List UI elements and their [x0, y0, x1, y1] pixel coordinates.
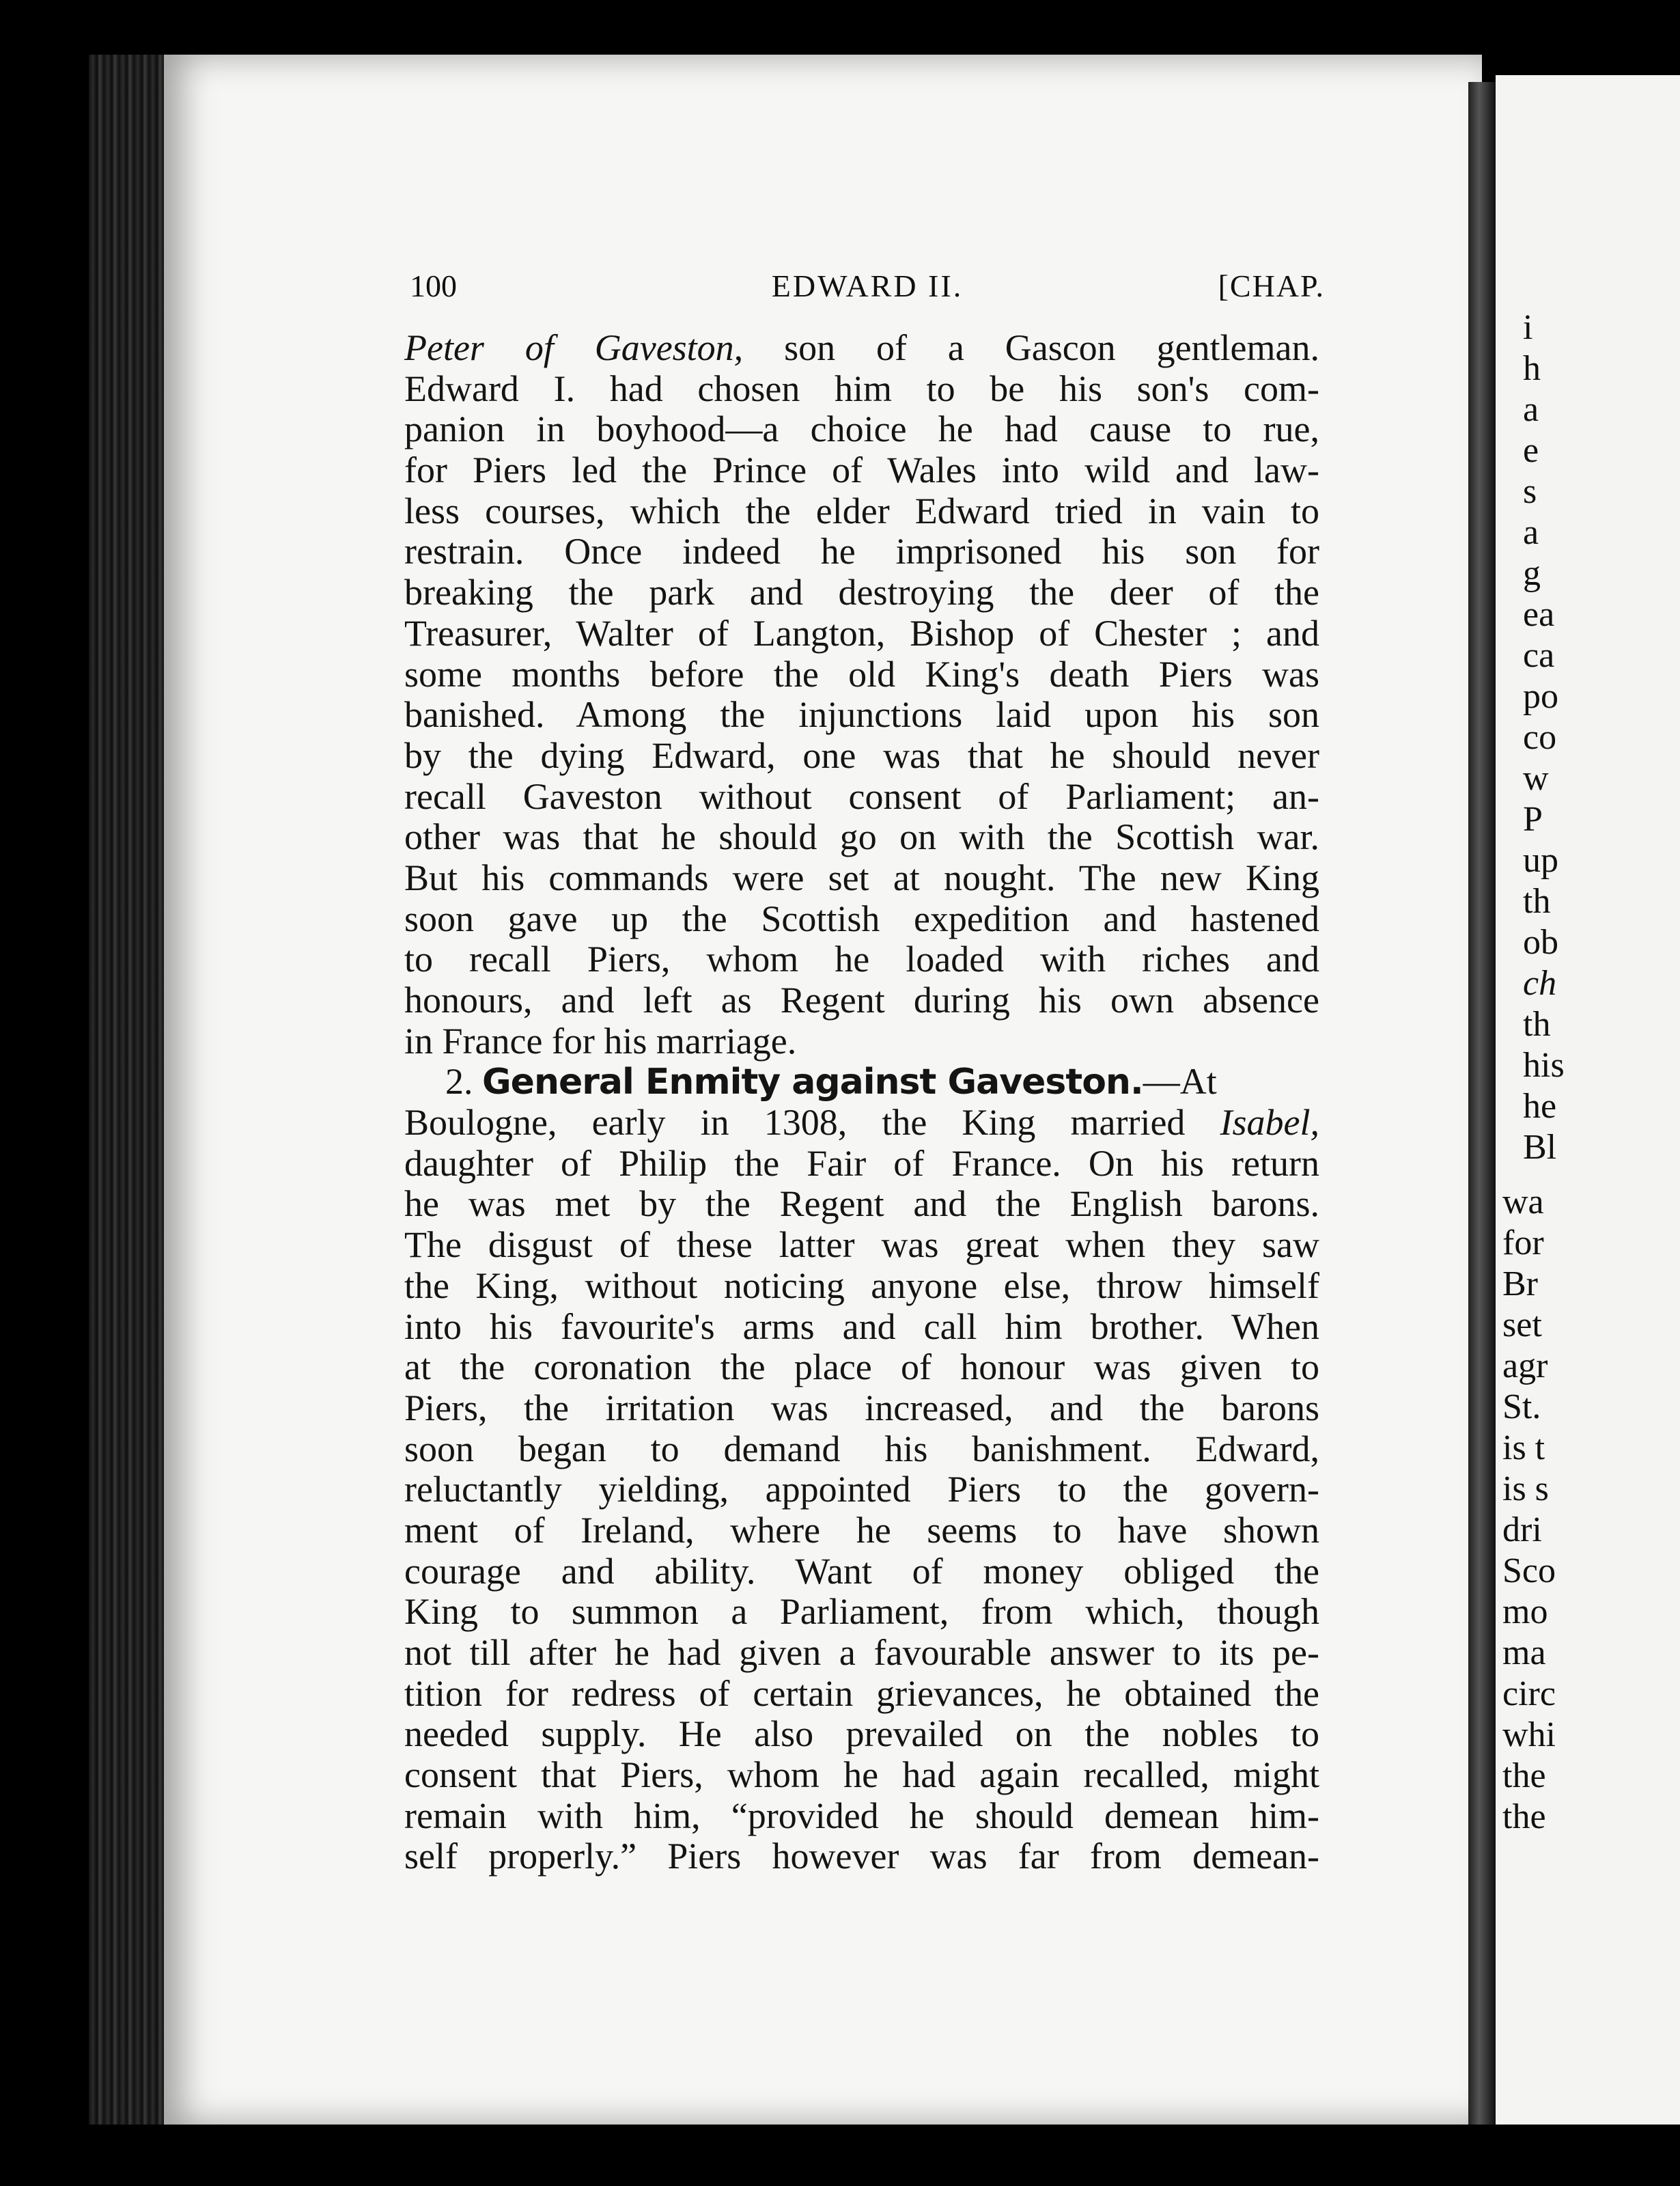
section-lead: —At — [1143, 1061, 1217, 1103]
text-line: panion in boyhood—a choice he had cause to rue, — [404, 409, 1319, 450]
adjacent-page-fragment: Sco — [1502, 1551, 1556, 1590]
text-line: to recall Piers, whom he loaded with riches and — [404, 939, 1319, 980]
adjacent-page-fragment: St. — [1502, 1387, 1541, 1426]
page-gutter — [1468, 82, 1496, 2125]
name-peter-of-gaveston: Peter of Gaveston, — [404, 327, 744, 368]
text-line: in France for his marriage. — [404, 1020, 797, 1062]
adjacent-page-fragment: ob — [1523, 923, 1558, 962]
paragraph-1 — [404, 328, 1319, 1062]
text-line: self properly.” Piers however was far from demean- — [404, 1836, 1319, 1877]
text-line: ment of Ireland, where he seems to have shown — [404, 1509, 1319, 1551]
text-line: soon gave up the Scottish expedition and hastened — [404, 898, 1319, 939]
adjacent-page-fragment: mo — [1502, 1592, 1548, 1631]
text-line: less courses, which the elder Edward tried in vain to — [404, 490, 1319, 531]
adjacent-page-fragment: h — [1523, 349, 1541, 388]
adjacent-page-fragment: g — [1523, 554, 1541, 593]
adjacent-page-fragment: his — [1523, 1046, 1565, 1085]
text-line: Piers, the irritation was increased, and the barons — [404, 1387, 1319, 1428]
text-line: courage and ability. Want of money obliged the — [404, 1550, 1319, 1592]
text-line: Boulogne, early in 1308, the King married Isabel, — [404, 1102, 1319, 1144]
adjacent-page-fragment: the — [1502, 1797, 1546, 1836]
chapter-mark: [CHAP. — [1218, 268, 1325, 303]
adjacent-page-fragment: s — [1523, 472, 1537, 511]
adjacent-page-fragment: th — [1523, 882, 1551, 921]
text-line: consent that Piers, whom he had again recalled, might — [404, 1754, 1319, 1796]
adjacent-page-fragment: ca — [1523, 636, 1555, 675]
text-line: for Piers led the Prince of Wales into wild and law- — [404, 449, 1319, 491]
text-line: King to summon a Parliament, from which, though — [404, 1591, 1319, 1633]
running-title: EDWARD II. — [771, 268, 964, 303]
adjacent-page-edge — [1496, 75, 1680, 2125]
section-title: General Enmity against Gaveston. — [482, 1062, 1143, 1103]
adjacent-page-fragment: set — [1502, 1305, 1542, 1344]
text-line: Edward I. had chosen him to be his son's com- — [404, 368, 1319, 409]
adjacent-page-fragment: i — [1523, 308, 1533, 347]
text-line: The disgust of these latter was great when they saw — [404, 1224, 1319, 1266]
adjacent-page-fragment: agr — [1502, 1346, 1548, 1385]
text-line: tition for redress of certain grievances, he obtained the — [404, 1672, 1319, 1714]
text-line: banished. Among the injunctions laid upon his son — [404, 694, 1319, 736]
text-line: But his commands were set at nought. The new King — [404, 857, 1319, 898]
text-line: at the coronation the place of honour was given to — [404, 1346, 1319, 1388]
adjacent-page-fragment: is s — [1502, 1469, 1549, 1508]
text-line: he was met by the Regent and the English barons. — [404, 1183, 1319, 1225]
adjacent-page-fragment: a — [1523, 390, 1539, 429]
adjacent-page-fragment: is t — [1502, 1428, 1545, 1467]
adjacent-page-fragment: P — [1523, 800, 1543, 839]
adjacent-page-fragment: he — [1523, 1087, 1557, 1126]
adjacent-page-fragment: dri — [1502, 1510, 1542, 1549]
adjacent-page-fragment: ea — [1523, 595, 1555, 634]
section-heading-line — [404, 1062, 1319, 1103]
adjacent-page-fragment: e — [1523, 431, 1539, 470]
body-text — [404, 328, 1319, 1877]
text-line: needed supply. He also prevailed on the nobles to — [404, 1713, 1319, 1755]
adjacent-page-fragment: the — [1502, 1756, 1546, 1795]
section-number: 2. — [445, 1061, 473, 1103]
text-line: some months before the old King's death Piers was — [404, 653, 1319, 695]
text-line: breaking the park and destroying the deer of the — [404, 572, 1319, 613]
adjacent-page-fragment: co — [1523, 718, 1557, 757]
adjacent-page-fragment: up — [1523, 841, 1558, 880]
adjacent-page-fragment: w — [1523, 759, 1549, 798]
adjacent-page-fragment: wa — [1502, 1182, 1544, 1221]
text-line: not till after he had given a favourable answer to its pe- — [404, 1632, 1319, 1673]
text-line: daughter of Philip the Fair of France. On his return — [404, 1142, 1319, 1184]
text-line: honours, and left as Regent during his own absence — [404, 980, 1319, 1021]
adjacent-page-fragment: th — [1523, 1005, 1551, 1044]
adjacent-page-fragment: Br — [1502, 1264, 1538, 1303]
page-number: 100 — [410, 268, 457, 303]
adjacent-page-fragment: circ — [1502, 1674, 1556, 1713]
running-header — [410, 268, 1325, 309]
text-line: Peter of Gaveston, son of a Gascon gentleman. — [404, 327, 1319, 368]
text-line: restrain. Once indeed he imprisoned his son for — [404, 531, 1319, 572]
adjacent-page-fragment: ch — [1523, 964, 1557, 1003]
name-isabel: Isabel, — [1220, 1102, 1319, 1144]
adjacent-page-fragment: whi — [1502, 1715, 1556, 1754]
adjacent-page-fragment: for — [1502, 1223, 1544, 1262]
text-line: Treasurer, Walter of Langton, Bishop of Chester ; and — [404, 612, 1319, 654]
adjacent-page-fragment: ma — [1502, 1633, 1546, 1672]
adjacent-page-fragment: a — [1523, 513, 1539, 552]
adjacent-page-fragment: po — [1523, 677, 1558, 716]
text-line: soon began to demand his banishment. Edward, — [404, 1428, 1319, 1469]
text-line: by the dying Edward, one was that he should never — [404, 734, 1319, 776]
paragraph-2 — [404, 1103, 1319, 1877]
adjacent-page-fragment: Bl — [1523, 1128, 1557, 1167]
text-line: into his favourite's arms and call him brother. When — [404, 1305, 1319, 1347]
text-line: other was that he should go on with the Scottish war. — [404, 816, 1319, 858]
book-binding — [89, 55, 171, 2125]
text-line: the King, without noticing anyone else, throw himself — [404, 1264, 1319, 1306]
text-line: reluctantly yielding, appointed Piers to the govern- — [404, 1469, 1319, 1510]
text-line: remain with him, “provided he should demean him- — [404, 1795, 1319, 1836]
text-line: recall Gaveston without consent of Parliament; an- — [404, 775, 1319, 817]
